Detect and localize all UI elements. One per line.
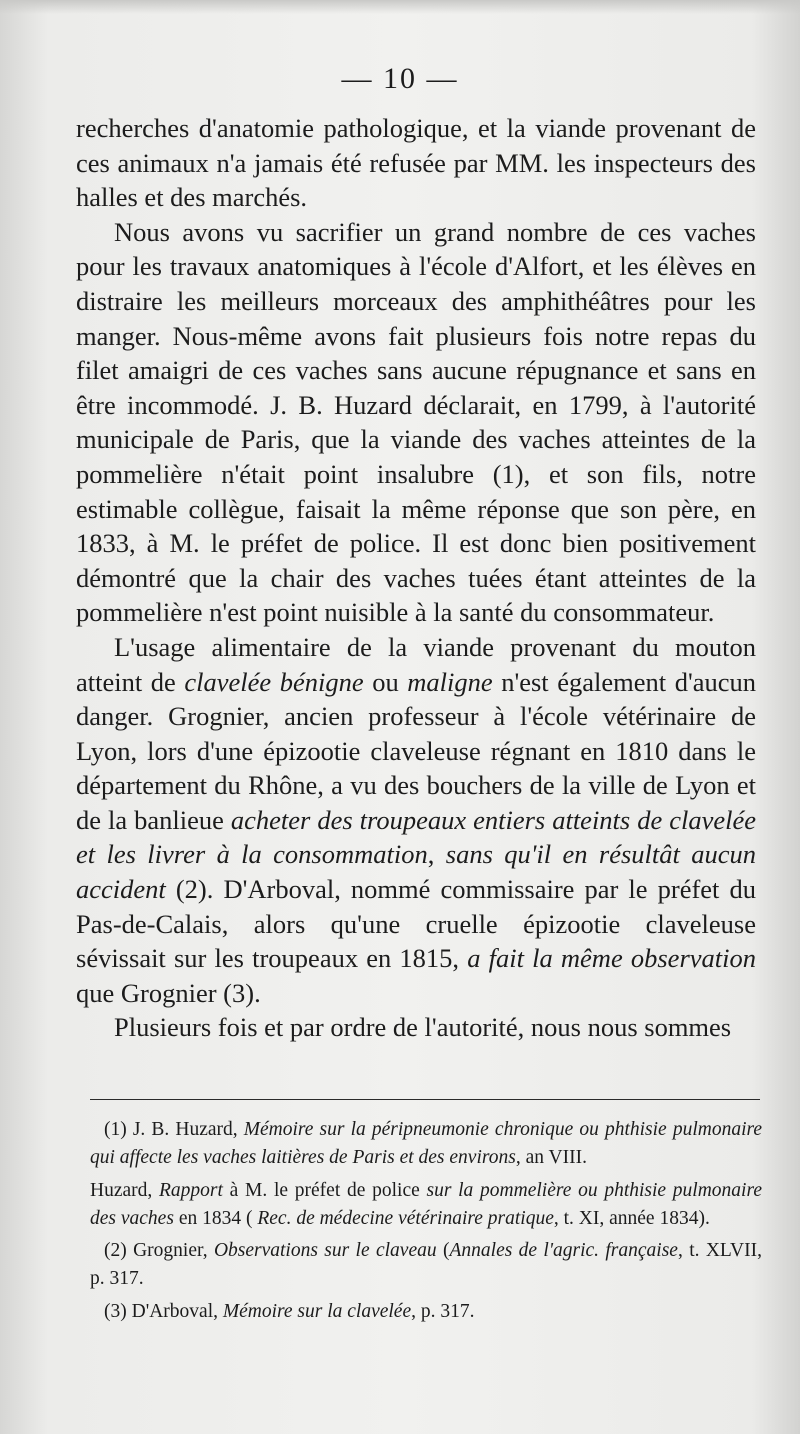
paragraph	[76, 1010, 756, 1045]
text-run: , t. XLVII, p. 317.	[90, 1240, 762, 1290]
page-number: — 10 —	[341, 62, 459, 95]
text-run: en 1834 (	[173, 1207, 258, 1229]
footnote-1	[90, 1116, 762, 1173]
italic-run: Mémoire sur la péripneumonie chronique ou phthisie pulmonaire qui affecte les vaches laitières de Paris et des environs	[90, 1119, 763, 1169]
italic-run: Annales de l'agric. française	[449, 1240, 678, 1262]
italic-run: Mémoire sur la clavelée	[222, 1300, 412, 1322]
text-run: (	[436, 1240, 450, 1262]
text-run: L'usage alimentaire de la viande provenant du mouton atteint de	[76, 631, 756, 697]
text-run: Nous avons vu sacrifier un grand nombre de ces vaches pour les travaux anatomiques à l'école d'Alfort, et les élèves en distraire les meilleurs morceaux des amphithéâtres pour les manger. Nous-même avons fait plusieurs fois notre repas du filet amaigri de ces vaches sans aucune répugnance et sans en être incommodé. J. B. Huzard déclarait, en 1799, à l'autorité municipale de Paris, que la viande des vaches atteintes de la pommelière n'était point insalubre (1), et son fils, notre estimable collègue, faisait la même réponse que son père, en 1833, à M. le préfet de police. Il est donc bien positivement démontré que la chair des vaches tuées étant atteintes de la pommelière n'est point nuisible à la santé du consommateur.	[76, 216, 756, 628]
page-edge-shadow	[0, 0, 800, 14]
text-run: ,	[427, 839, 446, 870]
paragraph	[76, 215, 756, 630]
text-run: , t. XI, année 1834).	[553, 1207, 710, 1229]
italic-run: sans qu'il en résultât aucun accident	[76, 839, 756, 905]
footnote-rule	[90, 1099, 760, 1100]
italic-run: Observations sur le claveau	[213, 1240, 437, 1262]
text-run: , p. 317.	[411, 1300, 475, 1322]
footnotes	[90, 1116, 762, 1330]
text-run: , an VIII.	[515, 1147, 587, 1169]
footnote-3	[90, 1298, 762, 1326]
italic-run: a fait la même observation	[467, 943, 756, 974]
text-run: Plusieurs fois et par ordre de l'autorité, nous nous sommes	[114, 1012, 732, 1043]
text-run: recherches d'anatomie pathologique, et la viande provenant de ces animaux n'a jamais été refusée par MM. les inspecteurs des halles et des marchés.	[76, 113, 756, 213]
italic-run: Rec. de médecine vétérinaire pratique	[257, 1207, 554, 1229]
italic-run: maligne	[407, 666, 493, 697]
text-run: que Grognier (3).	[76, 977, 261, 1008]
text-run: Huzard,	[90, 1179, 159, 1201]
footnote-1-continued	[90, 1177, 762, 1234]
paragraph-continued	[76, 111, 756, 215]
text-run: (3) D'Arboval,	[104, 1300, 223, 1322]
text-run: (2) Grognier,	[104, 1240, 214, 1262]
text-run: (2). D'Arboval, nommé commissaire par le préfet du Pas-de-Calais, alors qu'une cruelle épizootie claveleuse sévissait sur les troupeaux en 1815,	[76, 874, 756, 974]
italic-run: Rapport	[159, 1179, 223, 1201]
text-run: à M. le préfet de police	[222, 1179, 427, 1201]
text-run: n'est également d'aucun danger. Grognier, ancien professeur à l'école vétérinaire de Lyon, lors d'une épizootie claveleuse régnant en 1810 dans le département du Rhône, a vu des bouchers de la ville de Lyon et de la banlieue	[76, 666, 756, 835]
italic-run: acheter des troupeaux entiers atteints de clavelée et les livrer à la consommation	[76, 804, 757, 870]
text-run: (1) J. B. Huzard,	[104, 1119, 244, 1140]
main-text	[76, 111, 756, 1045]
italic-run: sur la pommelière ou phthisie pulmonaire des vaches	[90, 1179, 762, 1229]
paragraph	[76, 630, 756, 1011]
text-run: ou	[363, 666, 408, 697]
footnote-2	[90, 1237, 762, 1294]
italic-run: clavelée bénigne	[184, 666, 364, 697]
